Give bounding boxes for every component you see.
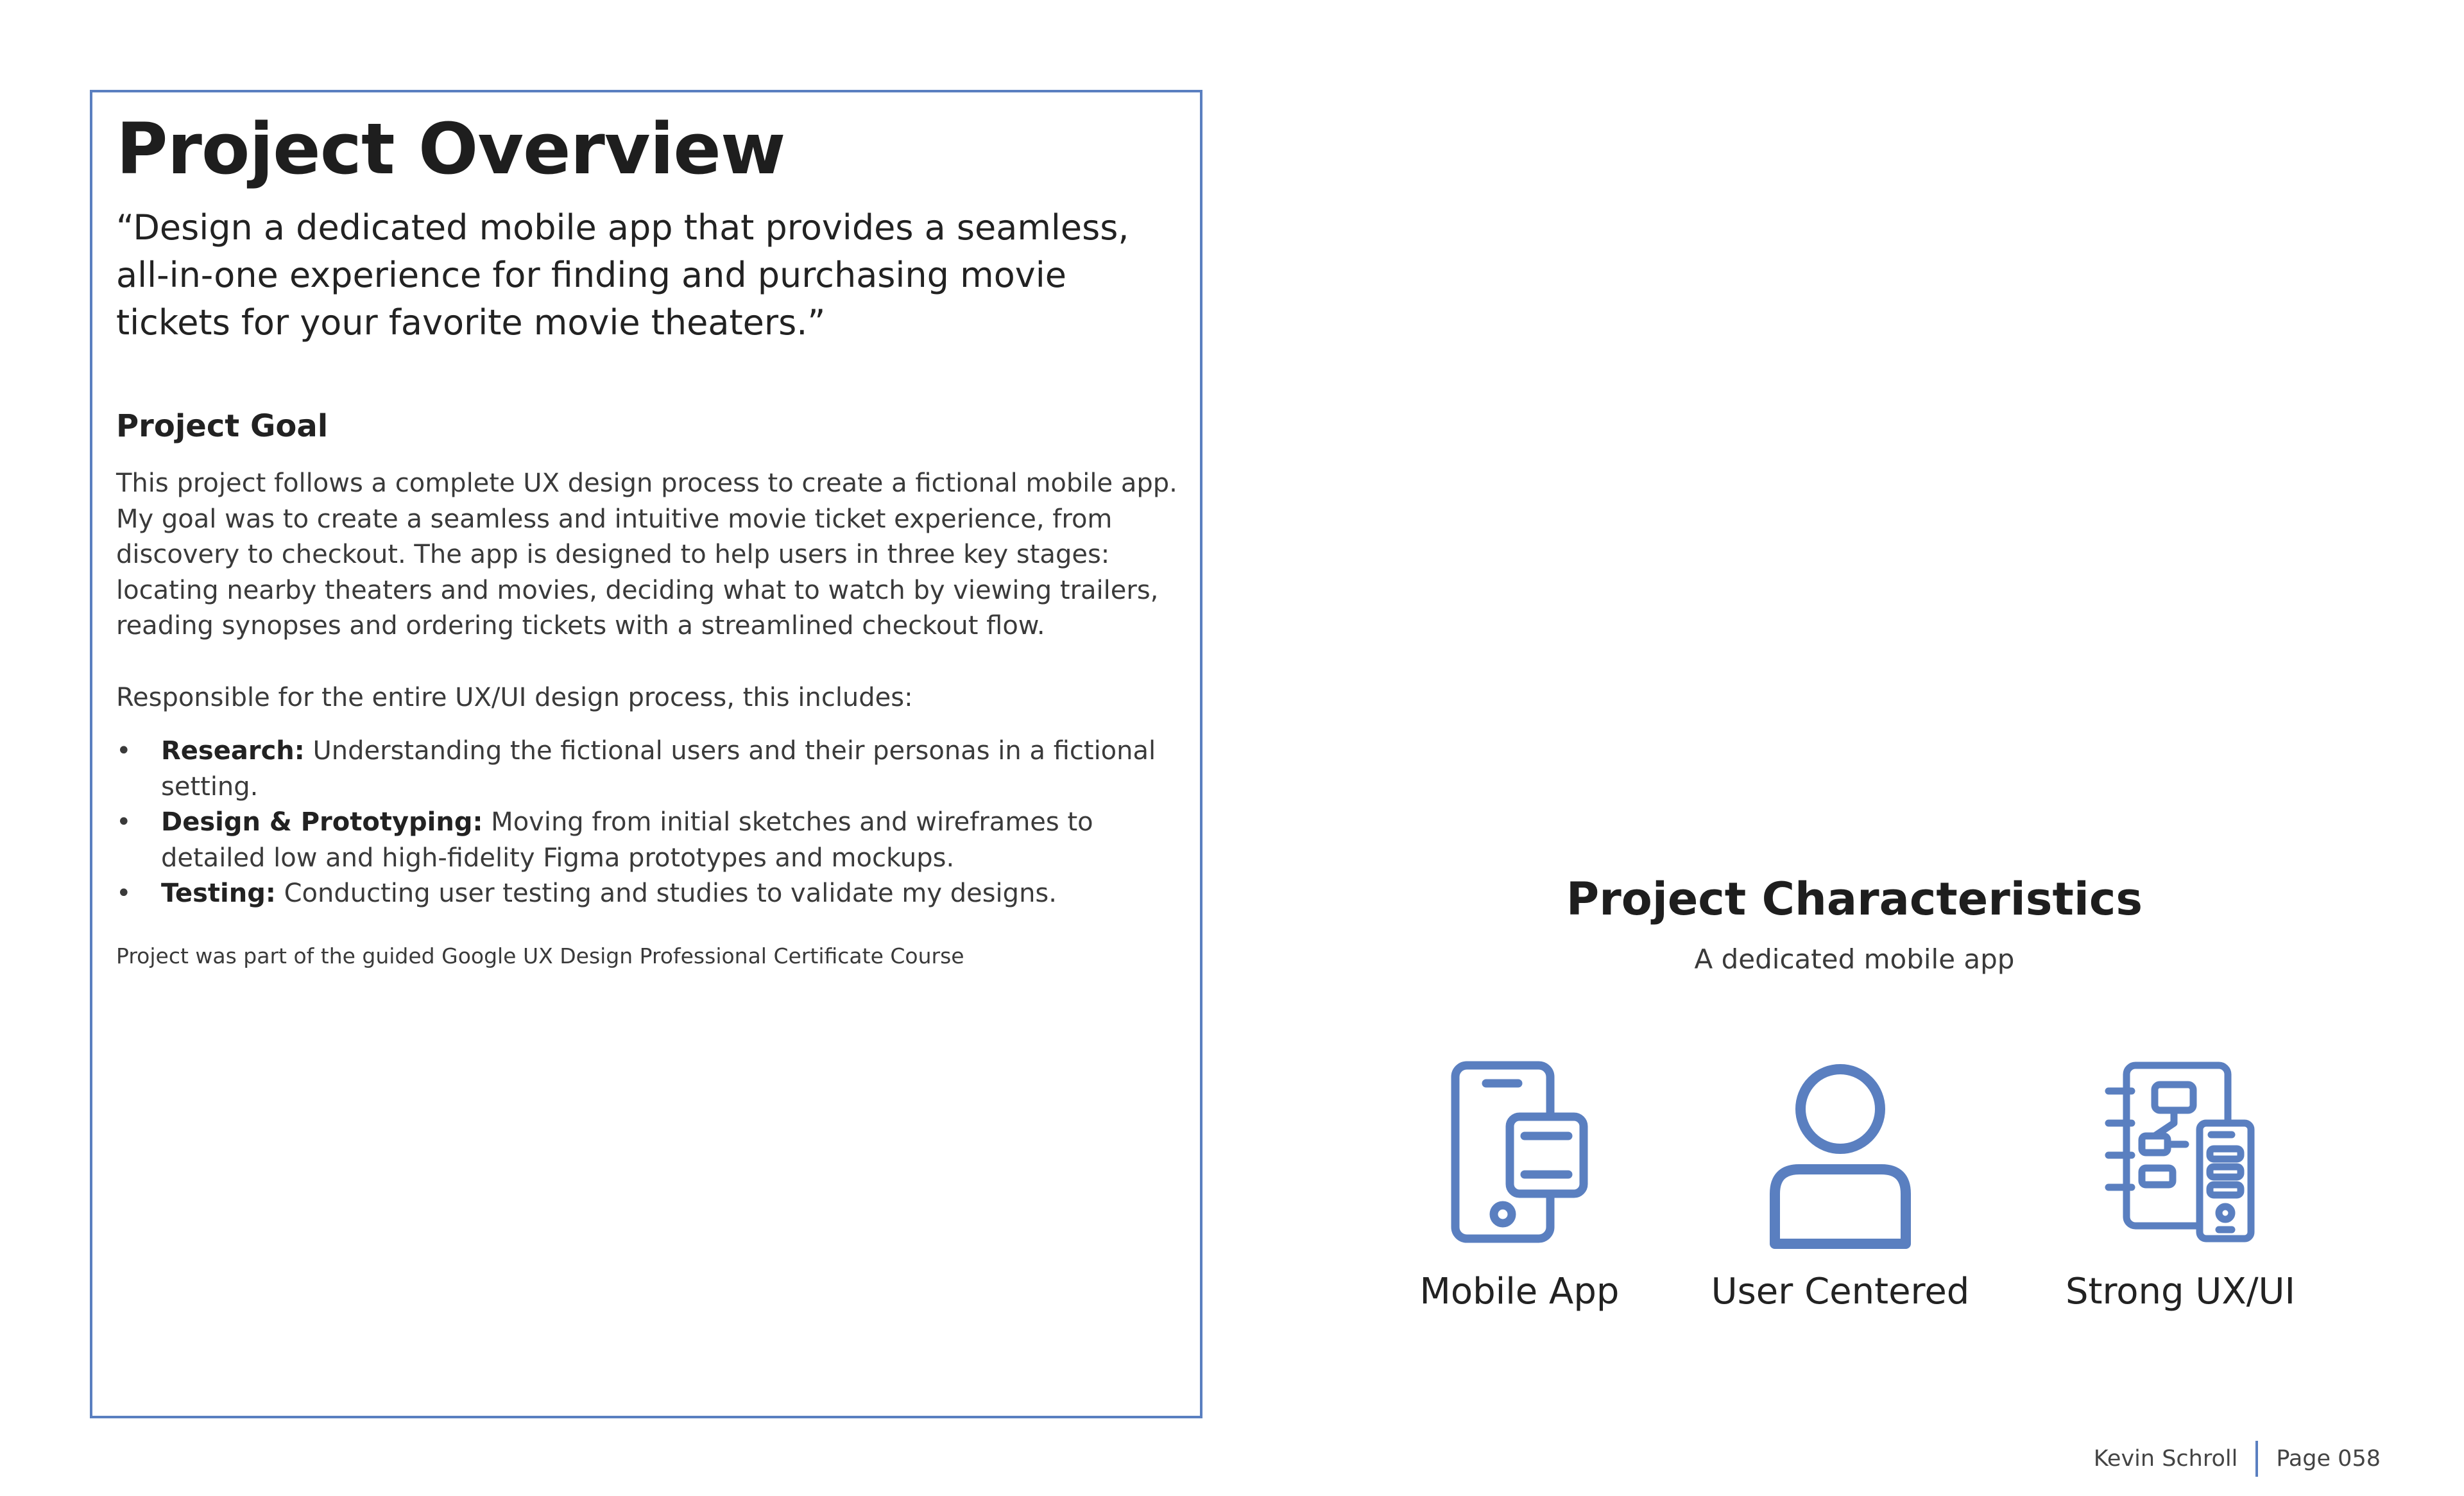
process-item-research bbox=[116, 734, 1188, 805]
characteristic-label: Strong UX/UI bbox=[2065, 1271, 2296, 1312]
footer-page-number: Page 058 bbox=[2276, 1446, 2381, 1472]
project-goal-text: This project follows a complete UX design process to create a fictional mobile app. My goal was to create a seamless and intuitive movie ticket experience, from discovery to checkout. The app is designed to help users in three key stages: locating nearby theaters and movies, deciding what to watch by viewing trailers, reading synopses and ordering tickets with a streamlined checkout flow. bbox=[116, 469, 1177, 641]
process-list bbox=[116, 734, 1188, 912]
process-item-label: Research: bbox=[161, 736, 305, 766]
characteristic-strong-ux-ui bbox=[2046, 1059, 2315, 1341]
user-icon bbox=[1763, 1059, 1917, 1251]
process-item-label: Testing: bbox=[161, 879, 276, 908]
process-item-text: Conducting user testing and studies to validate my designs. bbox=[275, 879, 1057, 908]
process-item-text: Moving from initial sketches and wireframes to detailed low and high-fidelity Figma prototypes and mockups. bbox=[161, 807, 1093, 873]
responsibility-intro: Responsible for the entire UX/UI design process, this includes: bbox=[116, 683, 913, 712]
process-item-text: Understanding the fictional users and their personas in a fictional setting. bbox=[161, 736, 1156, 802]
characteristics-subtitle: A dedicated mobile app bbox=[1694, 943, 2015, 975]
process-item-testing bbox=[116, 876, 1188, 912]
characteristic-user-centered bbox=[1706, 1059, 1975, 1341]
characteristic-mobile-app bbox=[1385, 1059, 1654, 1341]
process-item-label: Design & Prototyping: bbox=[161, 807, 483, 837]
course-note: Project was part of the guided Google UX Design Professional Certificate Course bbox=[116, 943, 964, 968]
characteristics-heading: Project Characteristics bbox=[1566, 873, 2143, 925]
process-item-design bbox=[116, 805, 1188, 876]
ux-ui-icon bbox=[2103, 1059, 2257, 1251]
characteristic-label: Mobile App bbox=[1419, 1271, 1620, 1312]
page-title: Project Overview bbox=[116, 108, 785, 190]
mobile-app-icon bbox=[1442, 1059, 1596, 1251]
footer-author: Kevin Schroll bbox=[2093, 1446, 2238, 1472]
characteristic-label: User Centered bbox=[1711, 1271, 1970, 1312]
page-footer bbox=[2094, 1441, 2381, 1477]
project-quote: “Design a dedicated mobile app that provides a seamless, all-in-one experience for finding and purchasing movie tickets for your favorite movie theaters.” bbox=[116, 207, 1129, 343]
project-goal-heading: Project Goal bbox=[116, 408, 329, 444]
footer-divider bbox=[2255, 1441, 2258, 1477]
